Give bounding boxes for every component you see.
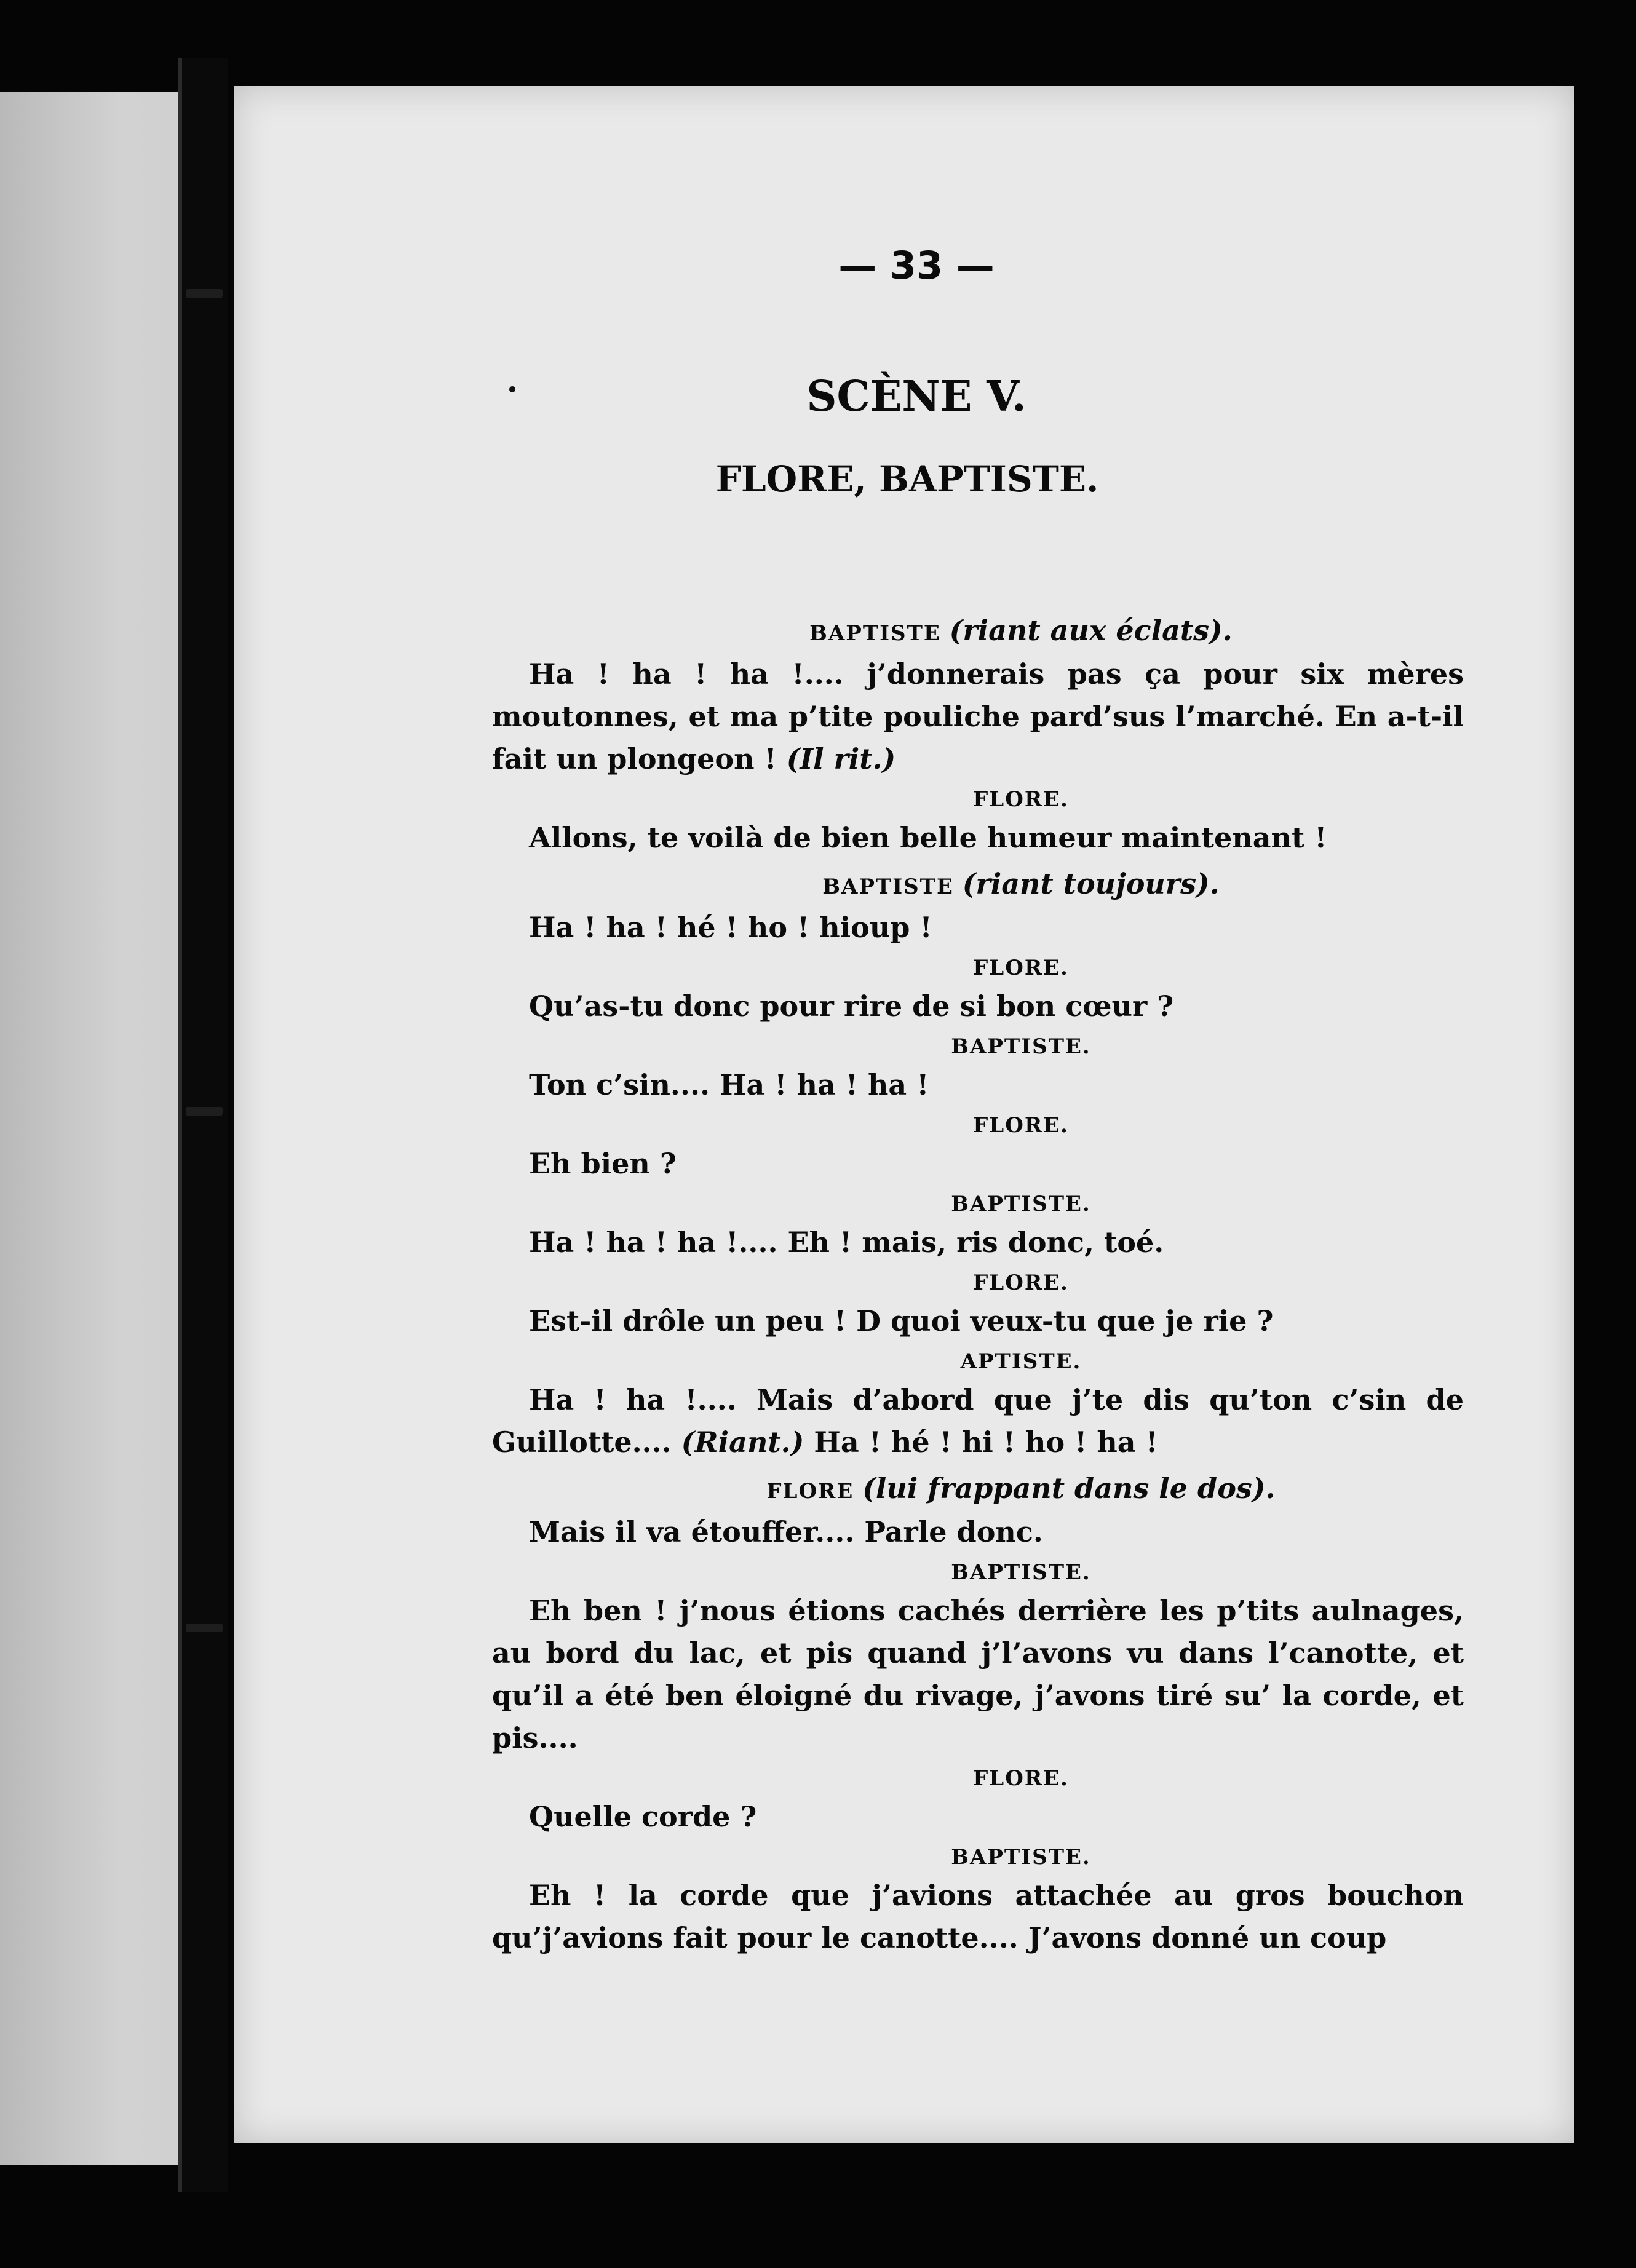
scene-title: SCÈNE V.: [806, 372, 1026, 421]
stage-direction: (riant aux éclats).: [949, 614, 1233, 647]
stage-direction: (lui frappant dans le dos).: [862, 1472, 1276, 1505]
speaker-name: FLORE.: [973, 1271, 1069, 1295]
speech-text: Quelle corde ?: [529, 1800, 757, 1833]
speaker-heading: [492, 1763, 1464, 1794]
speaker-name: FLORE.: [973, 956, 1069, 980]
speech-line: [492, 653, 1464, 780]
speaker-heading: [492, 1110, 1464, 1141]
speech-line: [492, 1590, 1464, 1759]
speaker-name: BAPTISTE: [809, 621, 941, 646]
speaker-heading: [492, 784, 1464, 815]
speaker-name: FLORE: [766, 1479, 854, 1504]
speech-line: [492, 1379, 1464, 1464]
speech-text: Eh bien ?: [529, 1147, 677, 1180]
book-page: [234, 86, 1574, 2143]
speech-text-continued: Ha ! hé ! hi ! ho ! ha !: [804, 1425, 1158, 1459]
speech-line: [492, 1143, 1464, 1185]
binding-stitch: [186, 289, 223, 298]
speech-line: [492, 1796, 1464, 1838]
speaker-name: BAPTISTE.: [951, 1034, 1091, 1059]
speech-line: [492, 1511, 1464, 1553]
speech-text: Ha ! ha !.... Mais d’abord que j’te dis qu’ton c’sin de Guillotte....: [492, 1383, 1464, 1459]
stage-direction: (riant toujours).: [962, 867, 1220, 900]
speaker-heading: [492, 1557, 1464, 1588]
stage-direction: (Riant.): [681, 1425, 804, 1459]
speech-line: [492, 817, 1464, 859]
binding-stitch: [186, 1107, 223, 1116]
speech-text: Ha ! ha ! ha !.... j’donnerais pas ça pour six mères moutonnes, et ma p’tite pouliche pard’sus l’marché. En a-t-il fait un plongeon !: [492, 657, 1464, 775]
dialogue-block: [492, 606, 1464, 1959]
speech-text: Eh ! la corde que j’avions attachée au gros bouchon qu’j’avions fait pour le canotte.... J’avons donné un coup: [492, 1879, 1464, 1954]
speaker-name: FLORE.: [973, 1113, 1069, 1138]
speech-line: [492, 1064, 1464, 1106]
speaker-heading: [492, 1346, 1464, 1378]
book-binding: [178, 58, 228, 2192]
speaker-heading: [492, 1189, 1464, 1220]
speech-text: Ha ! ha ! hé ! ho ! hioup !: [529, 911, 932, 944]
stage-direction: (Il rit.): [786, 742, 896, 775]
speaker-heading: [492, 609, 1464, 652]
speaker-name: APTISTE.: [960, 1349, 1082, 1374]
speaker-heading: [492, 863, 1464, 905]
speaker-heading: [492, 1267, 1464, 1299]
speaker-name: BAPTISTE.: [951, 1845, 1091, 1870]
speech-text: Qu’as-tu donc pour rire de si bon cœur ?: [529, 989, 1174, 1023]
speaker-heading: [492, 1842, 1464, 1873]
speech-text: Est-il drôle un peu ! D quoi veux-tu que je rie ?: [529, 1304, 1274, 1338]
speech-text: Ton c’sin.... Ha ! ha ! ha !: [529, 1068, 929, 1101]
speech-text: Ha ! ha ! ha !.... Eh ! mais, ris donc, toé.: [529, 1226, 1164, 1259]
speech-line: [492, 1874, 1464, 1959]
speech-text: Mais il va étouffer.... Parle donc.: [529, 1515, 1043, 1548]
speech-line: [492, 1300, 1464, 1342]
speaker-name: BAPTISTE.: [951, 1560, 1091, 1585]
speaker-name: BAPTISTE.: [951, 1192, 1091, 1216]
page-number: — 33 —: [838, 243, 995, 288]
binding-stitch: [186, 1624, 223, 1632]
speaker-name: BAPTISTE: [822, 874, 954, 899]
speech-line: [492, 906, 1464, 949]
speaker-heading: [492, 953, 1464, 984]
speaker-name: FLORE.: [973, 1766, 1069, 1791]
speech-line: [492, 985, 1464, 1028]
speech-line: [492, 1221, 1464, 1264]
speaker-heading: [492, 1467, 1464, 1510]
scene-characters: FLORE, BAPTISTE.: [715, 458, 1099, 500]
speech-text: Allons, te voilà de bien belle humeur maintenant !: [529, 821, 1327, 854]
facing-page-edge: [0, 92, 203, 2165]
speaker-name: FLORE.: [973, 787, 1069, 812]
speaker-heading: [492, 1031, 1464, 1063]
speech-text: Eh ben ! j’nous étions cachés derrière les p’tits aulnages, au bord du lac, et pis quand j’l’avons vu dans l’canotte, et qu’il a été ben éloigné du rivage, j’avons tiré su’ la corde, et pis....: [492, 1594, 1464, 1755]
